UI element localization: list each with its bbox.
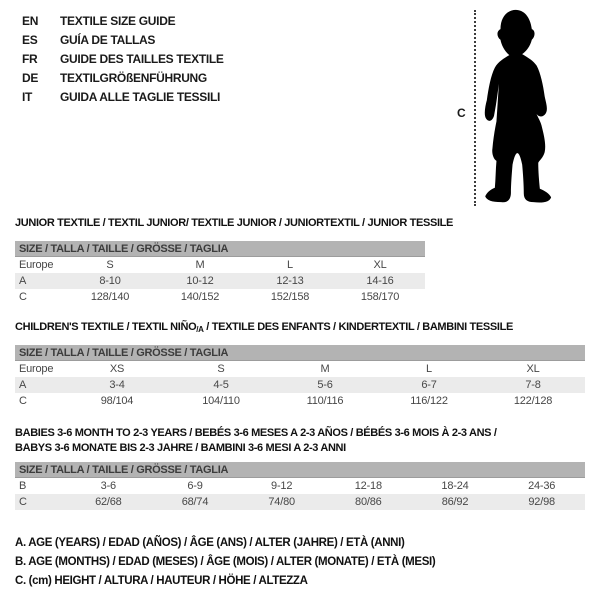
value-cell: 98/104 [100, 395, 134, 407]
row-label-cell: B [19, 480, 27, 492]
value-cell: M [320, 363, 330, 375]
value-cell: 6-7 [421, 379, 437, 391]
language-row [22, 12, 224, 31]
table-row [15, 361, 585, 377]
children-title-subscript: /A [196, 325, 204, 334]
language-row [22, 88, 224, 107]
value-cell: 4-5 [213, 379, 229, 391]
value-cell: 122/128 [513, 395, 553, 407]
value-cell: 9-12 [271, 480, 293, 492]
language-row [22, 50, 224, 69]
babies-title-line2: BABYS 3-6 MONATE BIS 2-3 JAHRE / BAMBINI 3-6 MESI A 2-3 ANNI [15, 442, 346, 454]
value-cell: 68/74 [181, 496, 209, 508]
value-cell: 3-4 [109, 379, 125, 391]
row-label-cell: C [19, 496, 27, 508]
language-row [22, 31, 224, 50]
value-cell: 104/110 [202, 395, 240, 407]
legend-line-a: A. AGE (YEARS) / EDAD (AÑOS) / ÂGE (ANS) / ALTER (JAHRE) / ETÀ (ANNI) [15, 537, 405, 549]
row-label-cell: Europe [19, 259, 54, 271]
legend-line-c: C. (cm) HEIGHT / ALTURA / HAUTEUR / HÖHE / ALTEZZA [15, 575, 308, 587]
value-cell: 3-6 [100, 480, 116, 492]
value-cell: 18-24 [441, 480, 469, 492]
value-cell: 5-6 [317, 379, 333, 391]
table-row [15, 478, 585, 494]
children-table [15, 345, 585, 409]
language-code: FR [22, 52, 38, 66]
value-cell: 116/122 [410, 395, 448, 407]
table-row [15, 289, 425, 305]
value-cell: 8-10 [99, 275, 121, 287]
value-cell: 92/98 [528, 496, 555, 508]
junior-table [15, 241, 425, 305]
value-cell: 74/80 [268, 496, 295, 508]
row-label-cell: A [19, 275, 27, 287]
value-cell: 110/116 [306, 395, 344, 407]
legend [15, 534, 435, 591]
language-code: DE [22, 71, 39, 85]
junior-table-title: JUNIOR TEXTILE / TEXTIL JUNIOR/ TEXTILE JUNIOR / JUNIORTEXTIL / JUNIOR TESSILE [15, 217, 454, 229]
language-code: ES [22, 33, 38, 47]
babies-title-line1: BABIES 3-6 MONTH TO 2-3 YEARS / BEBÉS 3-6 MESES A 2-3 AÑOS / BÉBÉS 3-6 MOIS À 2-3 ANS / [15, 427, 497, 439]
height-measure-label: C [457, 106, 466, 120]
language-list [22, 12, 224, 107]
table-row [15, 377, 585, 393]
value-cell: S [106, 259, 114, 271]
table-row [15, 393, 585, 409]
row-label-cell: C [19, 291, 27, 303]
value-cell: 12-13 [276, 275, 304, 287]
table-row [15, 273, 425, 289]
baby-silhouette-icon [482, 8, 572, 206]
value-cell: XS [109, 363, 125, 375]
children-title-suffix: / TEXTILE DES ENFANTS / KINDERTEXTIL / BAMBINI TESSILE [203, 321, 513, 333]
size-header-bar: SIZE / TALLA / TAILLE / GRÖSSE / TAGLIA [15, 462, 585, 478]
table-row [15, 257, 425, 273]
language-code: IT [22, 90, 33, 104]
language-title: GUIDA ALLE TAGLIE TESSILI [60, 90, 221, 104]
children-table-title [15, 321, 513, 334]
value-cell: 80/86 [355, 496, 382, 508]
language-row [22, 69, 224, 88]
value-cell: 6-9 [187, 480, 203, 492]
language-title: TEXTILE SIZE GUIDE [60, 14, 176, 28]
value-cell: 7-8 [525, 379, 541, 391]
children-title-prefix: CHILDREN'S TEXTILE / TEXTIL NIÑO [15, 321, 197, 333]
babies-table [15, 462, 585, 510]
value-cell: 10-12 [186, 275, 214, 287]
value-cell: M [195, 259, 205, 271]
value-cell: 24-36 [528, 480, 556, 492]
babies-table-title [15, 426, 535, 456]
value-cell: XL [373, 259, 387, 271]
value-cell: 12-18 [354, 480, 382, 492]
value-cell: XL [526, 363, 540, 375]
size-header-bar: SIZE / TALLA / TAILLE / GRÖSSE / TAGLIA [15, 345, 585, 361]
value-cell: 158/170 [360, 291, 400, 303]
value-cell: L [426, 363, 432, 375]
value-cell: 140/152 [180, 291, 220, 303]
size-header-bar: SIZE / TALLA / TAILLE / GRÖSSE / TAGLIA [15, 241, 425, 257]
value-cell: 86/92 [441, 496, 469, 508]
value-cell: L [287, 259, 293, 271]
value-cell: 62/68 [95, 496, 122, 508]
row-label-cell: A [19, 379, 27, 391]
language-title: GUÍA DE TALLAS [60, 33, 156, 47]
language-code: EN [22, 14, 39, 28]
language-title: TEXTILGRÖßENFÜHRUNG [60, 71, 207, 85]
value-cell: 128/140 [90, 291, 130, 303]
value-cell: S [217, 363, 225, 375]
value-cell: 14-16 [366, 275, 394, 287]
row-label-cell: C [19, 395, 27, 407]
legend-line-b: B. AGE (MONTHS) / EDAD (MESES) / ÂGE (MOIS) / ALTER (MONATE) / ETÀ (MESI) [15, 556, 436, 568]
height-measure-line [474, 10, 476, 206]
value-cell: 152/158 [270, 291, 310, 303]
language-title: GUIDE DES TAILLES TEXTILE [60, 52, 224, 66]
table-row [15, 494, 585, 510]
row-label-cell: Europe [19, 363, 54, 375]
